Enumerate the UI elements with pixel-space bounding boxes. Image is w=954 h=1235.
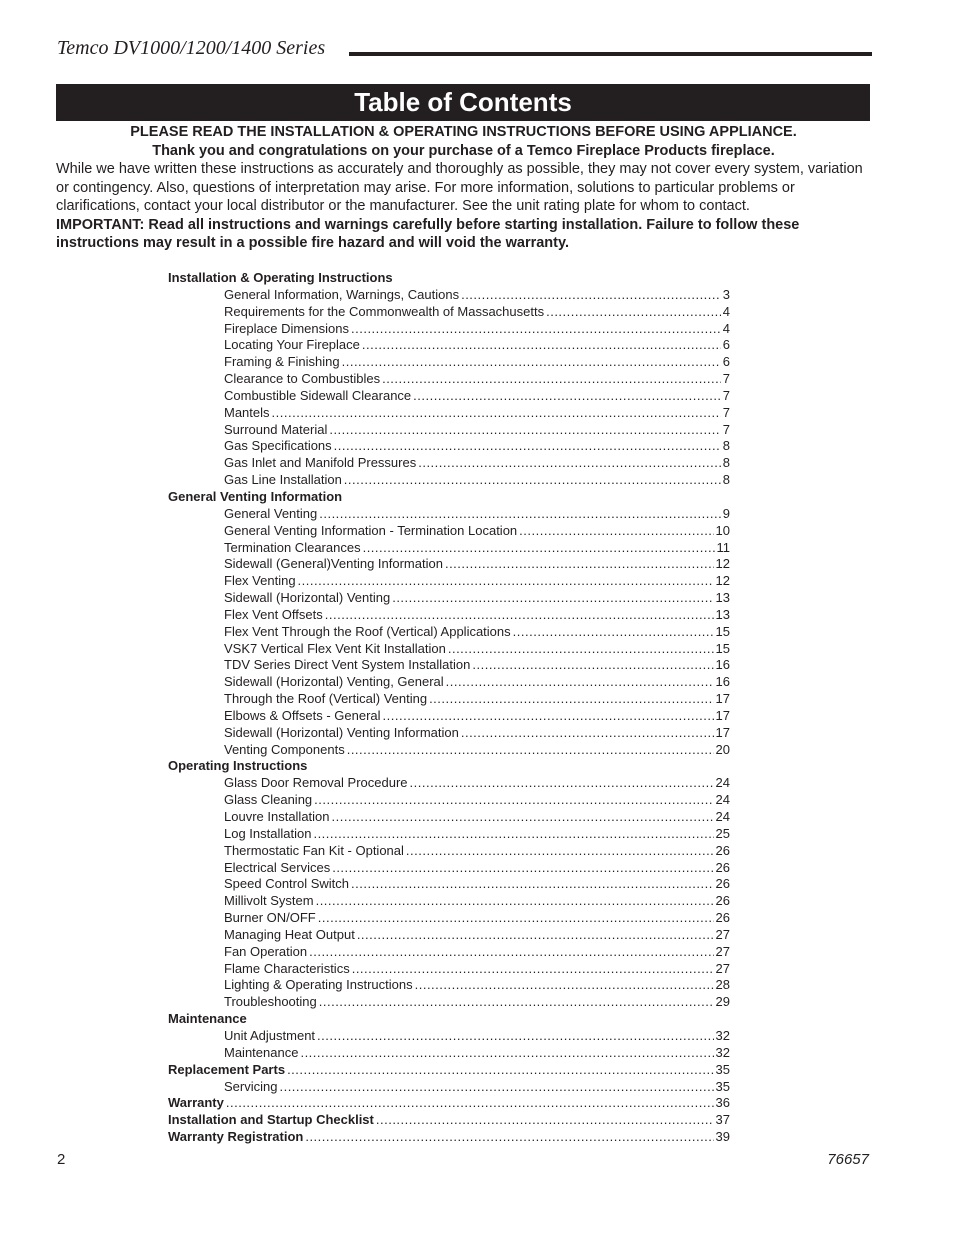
toc-page-number: 15 bbox=[715, 640, 730, 656]
toc-page-number: 36 bbox=[715, 1095, 730, 1111]
toc-entry bbox=[168, 438, 730, 455]
toc-page-number: 4 bbox=[722, 320, 730, 336]
toc-leader bbox=[318, 910, 714, 927]
toc-page-number: 26 bbox=[715, 910, 730, 926]
toc-entry bbox=[168, 826, 730, 843]
toc-entry bbox=[168, 354, 730, 371]
table-of-contents bbox=[168, 270, 730, 1146]
toc-entry bbox=[168, 388, 730, 405]
toc-label: Operating Instructions bbox=[168, 758, 308, 774]
important-notice: IMPORTANT: Read all instructions and warnings carefully before starting installation. Failure to follow these instructions may result in a possible fire hazard and will void the warranty. bbox=[56, 216, 800, 251]
toc-label: VSK7 Vertical Flex Vent Kit Installation bbox=[224, 640, 446, 656]
toc-leader bbox=[319, 506, 721, 523]
series-title: Temco DV1000/1200/1400 Series bbox=[57, 37, 326, 59]
toc-page-number: 15 bbox=[715, 623, 730, 639]
toc-page-number: 7 bbox=[722, 387, 730, 403]
toc-leader bbox=[413, 388, 721, 405]
toc-entry bbox=[168, 641, 730, 658]
toc-leader bbox=[332, 860, 713, 877]
toc-label: Troubleshooting bbox=[224, 994, 317, 1010]
toc-label: Mantels bbox=[224, 404, 270, 420]
toc-label: Gas Line Installation bbox=[224, 472, 342, 488]
toc-entry bbox=[168, 910, 730, 927]
toc-label: Servicing bbox=[224, 1078, 278, 1094]
toc-label: Sidewall (Horizontal) Venting bbox=[224, 590, 391, 606]
toc-leader bbox=[314, 792, 713, 809]
toc-label: General Venting bbox=[224, 505, 318, 521]
toc-page-number: 35 bbox=[715, 1078, 730, 1094]
toc-leader bbox=[272, 405, 721, 422]
toc-section bbox=[168, 1011, 730, 1028]
toc-entry bbox=[168, 1079, 730, 1096]
toc-section bbox=[168, 758, 730, 775]
toc-entry bbox=[168, 337, 730, 354]
toc-section bbox=[168, 1112, 730, 1129]
toc-label: Requirements for the Commonwealth of Massachusetts bbox=[224, 303, 545, 319]
toc-page-number: 8 bbox=[722, 438, 730, 454]
toc-entry bbox=[168, 742, 730, 759]
toc-entry bbox=[168, 540, 730, 557]
toc-label: Installation & Operating Instructions bbox=[168, 270, 393, 285]
toc-leader bbox=[319, 994, 714, 1011]
toc-page-number: 10 bbox=[715, 522, 730, 538]
toc-leader bbox=[316, 893, 714, 910]
toc-label: Maintenance bbox=[168, 1011, 247, 1027]
toc-page-number: 29 bbox=[715, 994, 730, 1010]
toc-label: Log Installation bbox=[224, 825, 312, 841]
toc-leader bbox=[448, 641, 714, 658]
toc-leader bbox=[392, 590, 713, 607]
toc-label: Electrical Services bbox=[224, 859, 331, 875]
toc-page-number: 7 bbox=[722, 404, 730, 420]
toc-page-number: 35 bbox=[715, 1061, 730, 1077]
toc-leader bbox=[287, 1062, 713, 1079]
toc-page-number: 28 bbox=[715, 977, 730, 993]
toc-leader bbox=[446, 674, 714, 691]
toc-page-number: 26 bbox=[715, 842, 730, 858]
toc-label: Venting Components bbox=[224, 741, 345, 757]
toc-entry bbox=[168, 977, 730, 994]
toc-leader bbox=[344, 472, 721, 489]
toc-section bbox=[168, 489, 730, 506]
toc-leader bbox=[376, 1112, 714, 1129]
toc-label: General Venting Information bbox=[168, 488, 343, 504]
toc-section bbox=[168, 1062, 730, 1079]
toc-page-number: 3 bbox=[722, 286, 730, 302]
toc-entry bbox=[168, 961, 730, 978]
toc-leader bbox=[362, 337, 721, 354]
toc-label: Flex Venting bbox=[224, 573, 296, 589]
toc-label: Burner ON/OFF bbox=[224, 910, 316, 926]
toc-label: Surround Material bbox=[224, 421, 328, 437]
toc-label: Warranty Registration bbox=[168, 1129, 304, 1145]
title-bar bbox=[56, 84, 870, 121]
toc-entry bbox=[168, 674, 730, 691]
toc-page-number: 32 bbox=[715, 1044, 730, 1060]
toc-label: Flame Characteristics bbox=[224, 960, 350, 976]
intro-warning-line: PLEASE READ THE INSTALLATION & OPERATING INSTRUCTIONS BEFORE USING APPLIANCE. bbox=[130, 124, 797, 140]
toc-label: Through the Roof (Vertical) Venting bbox=[224, 691, 428, 707]
toc-label: Maintenance bbox=[224, 1044, 299, 1060]
toc-page-number: 12 bbox=[715, 556, 730, 572]
toc-page-number: 12 bbox=[715, 573, 730, 589]
toc-label: Gas Specifications bbox=[224, 438, 332, 454]
toc-entry bbox=[168, 944, 730, 961]
toc-leader bbox=[300, 1045, 713, 1062]
toc-leader bbox=[279, 1079, 713, 1096]
toc-label: Lighting & Operating Instructions bbox=[224, 977, 413, 993]
toc-label: Glass Door Removal Procedure bbox=[224, 775, 408, 791]
toc-leader bbox=[406, 843, 714, 860]
toc-section bbox=[168, 1129, 730, 1146]
toc-label: Glass Cleaning bbox=[224, 792, 313, 808]
page-header bbox=[57, 34, 872, 64]
toc-label: Locating Your Fireplace bbox=[224, 337, 360, 353]
toc-leader bbox=[418, 455, 721, 472]
toc-leader bbox=[342, 354, 721, 371]
toc-page-number: 4 bbox=[722, 303, 730, 319]
document-number: 76657 bbox=[827, 1151, 869, 1168]
toc-page-number: 37 bbox=[715, 1112, 730, 1128]
toc-leader bbox=[415, 977, 714, 994]
toc-label: Sidewall (Horizontal) Venting Information bbox=[224, 724, 459, 740]
toc-leader bbox=[347, 742, 714, 759]
toc-label: Termination Clearances bbox=[224, 539, 361, 555]
toc-label: Gas Inlet and Manifold Pressures bbox=[224, 455, 417, 471]
toc-label: Sidewall (Horizontal) Venting, General bbox=[224, 674, 444, 690]
toc-label: Installation and Startup Checklist bbox=[168, 1112, 374, 1128]
toc-page-number: 32 bbox=[715, 1027, 730, 1043]
toc-leader bbox=[429, 691, 713, 708]
toc-leader bbox=[309, 944, 713, 961]
toc-page-number: 13 bbox=[715, 606, 730, 622]
toc-label: Speed Control Switch bbox=[224, 876, 350, 892]
toc-leader bbox=[382, 371, 721, 388]
header-rule bbox=[349, 52, 872, 56]
toc-entry bbox=[168, 1045, 730, 1062]
toc-leader bbox=[519, 523, 713, 540]
toc-leader bbox=[357, 927, 714, 944]
toc-page-number: 16 bbox=[715, 674, 730, 690]
toc-label: Louvre Installation bbox=[224, 809, 330, 824]
toc-label: Unit Adjustment bbox=[224, 1027, 316, 1043]
toc-entry bbox=[168, 775, 730, 792]
toc-leader bbox=[461, 725, 714, 742]
toc-leader bbox=[410, 775, 714, 792]
toc-page-number: 27 bbox=[715, 960, 730, 976]
toc-leader bbox=[363, 540, 715, 557]
toc-entry bbox=[168, 472, 730, 489]
toc-page-number: 17 bbox=[715, 707, 730, 723]
toc-leader bbox=[445, 556, 714, 573]
toc-leader bbox=[351, 876, 714, 893]
toc-page-number: 16 bbox=[715, 657, 730, 673]
toc-page-number: 24 bbox=[715, 792, 730, 808]
toc-page-number: 7 bbox=[722, 421, 730, 437]
toc-leader bbox=[352, 961, 714, 978]
toc-entry bbox=[168, 506, 730, 523]
toc-entry bbox=[168, 624, 730, 641]
toc-entry bbox=[168, 809, 730, 826]
toc-page-number: 24 bbox=[715, 809, 730, 824]
toc-page-number: 9 bbox=[722, 505, 730, 521]
toc-label: Warranty bbox=[168, 1095, 224, 1111]
toc-entry bbox=[168, 590, 730, 607]
toc-page-number: 26 bbox=[715, 859, 730, 875]
toc-page-number: 13 bbox=[715, 590, 730, 606]
toc-page-number: 11 bbox=[716, 539, 730, 555]
toc-label: Sidewall (General)Venting Information bbox=[224, 556, 443, 572]
toc-entry bbox=[168, 691, 730, 708]
toc-label: Flex Vent Offsets bbox=[224, 606, 323, 622]
toc-entry bbox=[168, 405, 730, 422]
toc-page-number: 6 bbox=[722, 337, 730, 353]
toc-entry bbox=[168, 843, 730, 860]
toc-label: Elbows & Offsets - General bbox=[224, 707, 381, 723]
toc-entry bbox=[168, 927, 730, 944]
toc-page-number: 27 bbox=[715, 926, 730, 942]
toc-entry bbox=[168, 893, 730, 910]
toc-entry bbox=[168, 876, 730, 893]
toc-label: Thermostatic Fan Kit - Optional bbox=[224, 842, 404, 858]
toc-entry bbox=[168, 523, 730, 540]
toc-entry bbox=[168, 1028, 730, 1045]
toc-label: Fireplace Dimensions bbox=[224, 320, 349, 336]
toc-entry bbox=[168, 455, 730, 472]
toc-page-number: 6 bbox=[722, 354, 730, 370]
toc-leader bbox=[313, 826, 713, 843]
toc-page-number: 7 bbox=[722, 371, 730, 387]
toc-leader bbox=[226, 1095, 714, 1112]
toc-entry bbox=[168, 287, 730, 304]
toc-leader bbox=[472, 657, 713, 674]
toc-page-number: 27 bbox=[715, 943, 730, 959]
toc-leader bbox=[305, 1129, 713, 1146]
toc-label: Replacement Parts bbox=[168, 1061, 286, 1077]
toc-entry bbox=[168, 860, 730, 877]
toc-entry bbox=[168, 725, 730, 742]
toc-label: Flex Vent Through the Roof (Vertical) Applications bbox=[224, 623, 511, 639]
intro-block bbox=[56, 123, 871, 253]
toc-entry bbox=[168, 304, 730, 321]
toc-entry bbox=[168, 994, 730, 1011]
toc-label: Millivolt System bbox=[224, 893, 314, 909]
toc-leader bbox=[332, 809, 714, 826]
toc-label: TDV Series Direct Vent System Installation bbox=[224, 657, 471, 673]
toc-entry bbox=[168, 607, 730, 624]
toc-leader bbox=[329, 422, 720, 439]
toc-leader bbox=[513, 624, 714, 641]
intro-paragraph: While we have written these instructions as accurately and thoroughly as possible, they may not cover every system, variation or contingency. Also, questions of interpretation may arise. For more information, solutions to particular problems or clarifications, contact your local distributor or the manufacturer. See the unit rating plate for whom to contact. bbox=[56, 161, 863, 214]
toc-label: Combustible Sidewall Clearance bbox=[224, 387, 412, 403]
toc-label: Fan Operation bbox=[224, 943, 308, 959]
toc-leader bbox=[351, 321, 721, 338]
toc-leader bbox=[325, 607, 714, 624]
toc-page-number: 26 bbox=[715, 876, 730, 892]
toc-entry bbox=[168, 708, 730, 725]
page-number: 2 bbox=[57, 1151, 66, 1168]
toc-entry bbox=[168, 321, 730, 338]
toc-leader bbox=[383, 708, 714, 725]
toc-entry bbox=[168, 371, 730, 388]
toc-page-number: 20 bbox=[715, 741, 730, 757]
toc-section bbox=[168, 270, 730, 287]
toc-leader bbox=[546, 304, 721, 321]
toc-label: Framing & Finishing bbox=[224, 354, 340, 370]
toc-page-number: 39 bbox=[715, 1129, 730, 1145]
toc-leader bbox=[317, 1028, 713, 1045]
toc-page-number: 17 bbox=[715, 691, 730, 707]
toc-page-number: 24 bbox=[715, 775, 730, 791]
toc-label: General Venting Information - Termination Location bbox=[224, 522, 518, 538]
toc-page-number: 25 bbox=[715, 825, 730, 841]
toc-page-number: 17 bbox=[715, 724, 730, 740]
toc-label: Managing Heat Output bbox=[224, 926, 355, 942]
toc-section bbox=[168, 1095, 730, 1112]
toc-label: Clearance to Combustibles bbox=[224, 371, 381, 387]
page-title: Table of Contents bbox=[354, 87, 572, 117]
toc-page-number: 26 bbox=[715, 893, 730, 909]
toc-entry bbox=[168, 422, 730, 439]
toc-entry bbox=[168, 792, 730, 809]
toc-label: General Information, Warnings, Cautions bbox=[224, 286, 460, 302]
toc-leader bbox=[298, 573, 714, 590]
intro-thanks-line: Thank you and congratulations on your purchase of a Temco Fireplace Products fireplace. bbox=[152, 142, 775, 159]
toc-leader bbox=[461, 287, 721, 304]
toc-entry bbox=[168, 573, 730, 590]
toc-page-number: 8 bbox=[722, 472, 730, 488]
toc-entry bbox=[168, 556, 730, 573]
toc-page-number: 8 bbox=[722, 455, 730, 471]
toc-entry bbox=[168, 657, 730, 674]
toc-leader bbox=[334, 438, 721, 455]
